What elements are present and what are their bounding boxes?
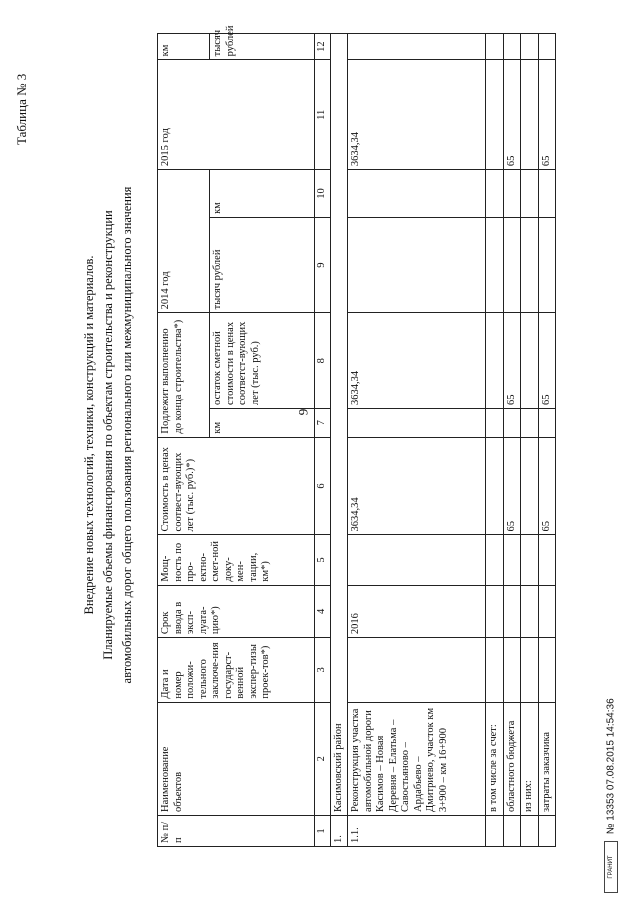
col-num: 7	[315, 408, 331, 437]
col-num: 10	[315, 170, 331, 218]
sub-row-2015	[521, 60, 539, 170]
title-line-3: автомобильных дорог общего пользования регионального или межмуниципального значения	[120, 186, 134, 684]
header-2015-rub: тысяч рублей	[210, 34, 315, 60]
header-no: № п/п	[158, 815, 315, 846]
sub-row-cost	[486, 437, 504, 535]
sub-row-cost: 65	[503, 437, 521, 535]
header-date: Дата и номер положи-тельного заключе-ния государст-венной экспер-тизы проек-тов*)	[158, 638, 315, 702]
col-num: 5	[315, 535, 331, 585]
object-row	[348, 34, 486, 847]
header-cost: Стоимость в ценах соотвест-вующих лет (тыс. руб.)*)	[158, 437, 315, 535]
title-line-2: Планируемые объемы финансирования по объектам строительства и реконструкции	[101, 210, 115, 660]
object-cost: 3634,34	[348, 437, 486, 535]
sub-row-2015: 65	[503, 60, 521, 170]
col-num: 3	[315, 638, 331, 702]
object-name: Реконструкция участка автомобильной дороги Касимов – Новая Деревня – Елатьма – Савостьяново – Ардабьево – Дмитриево, участок км 3+900 – км 16+900	[348, 702, 486, 815]
header-term: Срок ввода в эксп-луата-цию*)	[158, 585, 315, 638]
sub-row-label: из них:	[521, 702, 539, 815]
header-name: Наименование объектов	[158, 702, 315, 815]
sub-row-label: областного бюджета	[503, 702, 521, 815]
sub-row-remain: 65	[503, 313, 521, 409]
page-number: 9	[295, 408, 311, 416]
col-num: 9	[315, 217, 331, 313]
header-2014: 2014 год	[158, 170, 210, 313]
sub-row	[503, 34, 521, 847]
col-num: 8	[315, 313, 331, 409]
object-2015-rub: 3634,34	[348, 60, 486, 170]
sub-row-2015	[486, 60, 504, 170]
col-num: 11	[315, 60, 331, 170]
header-2015: 2015 год	[158, 60, 315, 170]
financing-table	[157, 25, 556, 847]
sub-row-label: в том числе за счет:	[486, 702, 504, 815]
sub-row	[486, 34, 504, 847]
section-no: 1.	[330, 815, 348, 846]
section-row	[330, 34, 348, 847]
sub-row-label: затраты заказчика	[538, 702, 556, 815]
header-remain: Подлежит выполнению до конца строительства*)	[158, 313, 210, 437]
header-2014-rub: тысяч рублей	[210, 217, 315, 313]
sub-row-remain	[521, 313, 539, 409]
table-number: Таблица № 3	[14, 73, 29, 145]
object-remain-rub: 3634,34	[348, 313, 486, 409]
system-logo-icon: ГРАНИТ	[604, 841, 618, 893]
sub-row-remain: 65	[538, 313, 556, 409]
header-2015-km-top: км	[158, 34, 210, 60]
col-num: 12	[315, 34, 331, 60]
sub-row-remain	[486, 313, 504, 409]
col-num: 6	[315, 437, 331, 535]
sub-row-cost	[521, 437, 539, 535]
header-remain-km: км	[210, 408, 315, 437]
title-line-1: Внедрение новых технологий, техники, конструкций и материалов.	[82, 255, 96, 615]
col-num: 4	[315, 585, 331, 638]
sub-row-cost: 65	[538, 437, 556, 535]
col-num: 2	[315, 702, 331, 815]
object-term: 2016	[348, 585, 486, 638]
col-num: 1	[315, 815, 331, 846]
column-numbers-row	[315, 34, 331, 847]
header-remain-rub: остаток сметной стоимости в ценах соответст-вующих лет (тыс. руб.)	[210, 313, 315, 409]
header-2014-km: км	[210, 170, 315, 218]
object-no: 1.1.	[348, 815, 486, 846]
footer-stamp	[604, 698, 618, 893]
section-name: Касимовский район	[330, 34, 348, 816]
header-power: Мощ-ность по про-ектно-смет-ной доку-мен-тации, км*)	[158, 535, 315, 585]
sub-row	[538, 34, 556, 847]
footer-document-id: № 13353 07.08.2015 14:54:36	[605, 698, 617, 835]
sub-row-2015: 65	[538, 60, 556, 170]
sub-row	[521, 34, 539, 847]
